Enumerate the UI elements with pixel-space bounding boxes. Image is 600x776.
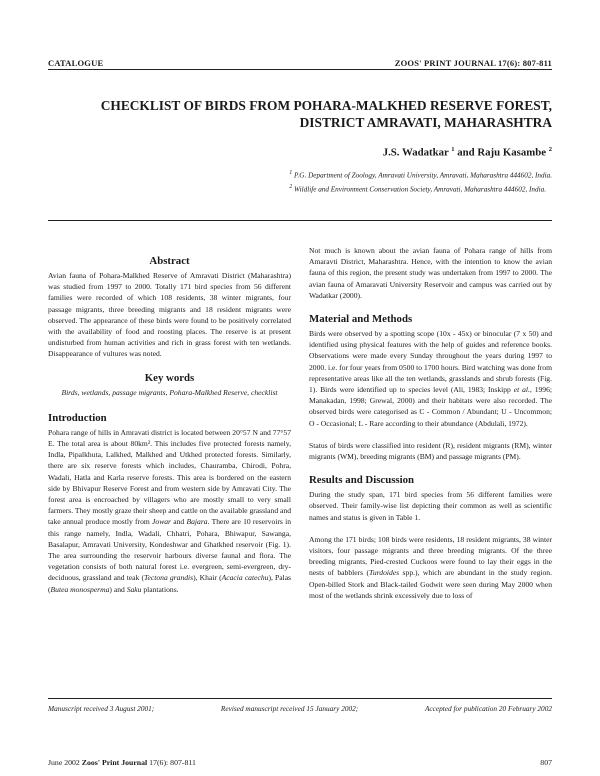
title-line-1: CHECKLIST OF BIRDS FROM POHARA-MALKHED RESERVE FOREST, <box>100 98 552 113</box>
affiliations <box>289 168 552 196</box>
intro-bajara: Bajara <box>186 517 208 527</box>
revised-date: Revised manuscript received 15 January 2002; <box>220 704 359 713</box>
affiliation-2 <box>289 182 552 196</box>
introduction-text <box>48 427 291 595</box>
intro-part-5: ) and <box>109 584 127 594</box>
intro-jowar: Jowar <box>152 517 172 527</box>
intro-part-6: plantations. <box>141 584 179 594</box>
article-title <box>48 97 552 131</box>
intro-part-4: ), Palas ( <box>48 573 292 594</box>
abstract-text: Avian fauna of Pohara-Malkhed Reserve of Amravati District (Maharashtra) was studied from 1997 to 2000. Totally 171 bird species from 56 different families were recorded of which 108 residents, 38 winter migrants, four passage migrants, three breeding migrants and 18 resident migrants were observed. The appearance of these birds were found to be positively correlated with the availability of food and roosting places. The reserve is at present undisturbed from human activities and rich in grass forest with ten wetlands. Disappearance of vultures was noted. <box>48 271 291 359</box>
issue-date: June 2002 <box>48 758 80 767</box>
section-label: CATALOGUE <box>48 58 104 68</box>
received-date: Manuscript received 3 August 2001; <box>48 704 155 713</box>
manuscript-dates <box>48 704 552 713</box>
affiliation-2-sup: 2 <box>289 183 293 190</box>
keywords-text: Birds, wetlands, passage migrants, Pohara-Malkhed Reserve, checklist <box>61 387 278 397</box>
intro-part-1: Pohara range of hills in Amravati district is located between 20°57 N and 77°57 E. The total area is about 80km². This includes five protected forests namely, Indla, Pipalkhuta, Lalkhed, Malkhed and Utkhed protected forests. Similarly, there are six reserve forests which includes, Chauramba, Chirodi, Pohra, Wadali, Hatla and Karla reserve forests. This area is bordered on the eastern side by Bhivapur Reserve Forest and from western side by Amravati City. The forest area is encroached by villagers who are mostly small to very small farmers. They mostly graze their sheep and cattle on the available grassland and take annual produce mostly from <box>48 427 291 527</box>
author-2: Raju Kasambe <box>477 146 547 159</box>
abstract-heading: Abstract <box>149 255 190 267</box>
author-and: and <box>454 146 478 159</box>
right-column <box>309 245 552 601</box>
author-1: J.S. Wadatkar <box>382 146 449 159</box>
right-intro-text: Not much is known about the avian fauna of Pohara range of hills from Amaravti District, Maharashtra. Hence, with the intention to know the avian fauna of this region, the present study was undertaken from 1997 to 2000. The avian fauna of Amaravati University Reservoir and campus was carried out by Wadatkar (2000). <box>309 246 552 300</box>
left-column <box>48 255 291 595</box>
methods-etal: et al. <box>510 385 530 395</box>
results-turdoides: Turdoides <box>369 568 400 578</box>
page-number: 807 <box>540 758 552 767</box>
intro-part-2: . There are 10 reservoirs in this range namely, Indla, Wadali, Chhatri, Pohara, Bhiwapur, Sawanga, Basalapur, Amravati University, Kondeshwar and Ghatkhed reservoir (Fig. 1). The area surrounding the reservoir harbours diverse faunal and flora. The vegetation consists of both natural forest i.e. evergreen, semi-evergreen, dry-deciduous, grassland and teak ( <box>48 517 292 583</box>
intro-saku: Saku <box>126 584 142 594</box>
intro-acacia: Acacia catechu <box>221 573 269 583</box>
results-part-1: Among the 171 birds; 108 birds were residents, 18 resident migrants, 38 winter visitors, four passage migrants and three breeding migrants. Of the three breeding migrants, Pied-crested Cuckoos were found to lay their eggs in the nests of babblers ( <box>309 534 552 578</box>
methods-heading: Material and Methods <box>309 313 413 326</box>
introduction-heading: Introduction <box>48 411 107 424</box>
journal-name: Zoos' Print Journal <box>79 758 148 767</box>
intro-and: and <box>171 517 187 527</box>
title-block-rule <box>48 220 552 221</box>
intro-tectona: Tectona grandis <box>144 573 194 583</box>
author-line <box>383 146 552 159</box>
affiliation-1-sup: 1 <box>289 170 293 176</box>
footer-rule <box>48 698 552 699</box>
header-rule <box>48 69 552 70</box>
results-part-2: spp.), which are abundant in the study region. Open-billed Stork and Black-tailed Godwit were seen during May 2000 when most of the wetlands shrink excessively due to loss of <box>309 568 552 600</box>
issue-pages: 17(6): 807-811 <box>147 758 196 767</box>
methods-text-2: Status of birds were classified into resident (R), resident migrants (RM), winter migrants (WM), breeding migrants (BM) and passage migrants (PM). <box>309 440 552 462</box>
affiliation-1-text: P.G. Department of Zoology, Amravati University, Amravati, Maharashtra 444602, India. <box>294 171 552 180</box>
results-heading: Results and Discussion <box>309 474 415 487</box>
results-text-1: During the study span, 171 bird species from 56 different families were observed. Their family-wise list depicting their common as well as scientific names and status is given in Table 1. <box>309 490 552 522</box>
journal-reference: ZOOS' PRINT JOURNAL 17(6): 807-811 <box>394 58 552 68</box>
methods-text-1 <box>309 328 552 429</box>
intro-part-3: ), Khair ( <box>193 573 222 583</box>
author-1-sup: 1 <box>451 146 455 153</box>
methods-part-2: , 1996; Manakadan, 1998; Grewal, 2000) and their habitats were also recorded. The observed birds were categorised as C - Common / Abundant; U - Uncommon; O - Occasional; L - Rare according to their abundance (Abdulali, 1972). <box>309 385 552 428</box>
results-text-2 <box>309 534 552 601</box>
keywords-heading: Key words <box>144 371 195 384</box>
methods-part-1: Birds were observed by a spotting scope (10x - 45x) or binocular (7 x 50) and identified using physical features with the help of guides and reference books. Observations were made every Sunday throughout the years during 1997 to 2000. i.e. for four years from 0500 to 1700 hours. Bird watching was done from representative areas like all the ten wetlands, grasslands and shrub forests (Fig. 1). Birds were identified up to species level (Ali, 1983; Inskipp <box>309 329 552 395</box>
accepted-date: Accepted for publication 20 February 2002 <box>424 704 552 713</box>
author-2-sup: 2 <box>548 146 552 153</box>
affiliation-1 <box>289 168 552 182</box>
title-line-2: DISTRICT AMRAVATI, MAHARASHTRA <box>299 115 552 130</box>
bottom-journal-line <box>48 758 196 767</box>
affiliation-2-text: Wildlife and Environment Conservation Society, Amravati, Maharashtra 444602, India. <box>294 185 546 194</box>
intro-butea: Butea monosperma <box>50 584 110 594</box>
